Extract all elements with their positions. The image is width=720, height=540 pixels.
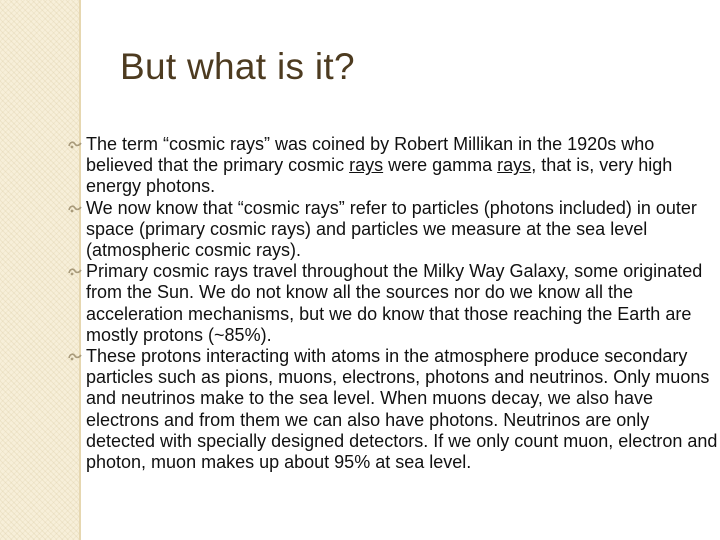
bullet-item xyxy=(68,346,720,473)
bullet-item xyxy=(68,198,720,262)
bullet-text-part: The term “cosmic rays” was coined by Robert Millikan in the 1920s who believed that the primary cosmic xyxy=(86,134,655,176)
curl-bullet-icon xyxy=(68,198,82,219)
slide-title: But what is it? xyxy=(120,46,355,87)
bullet-text: These protons interacting with atoms in the atmosphere produce secondary particles such as pions, muons, electrons, photons and neutrinos. Only muons and neutrinos make to the sea level. When muons decay, we also have electrons and from them we can also have photons. Neutrinos are only detected with specially designed detectors. If we only count muon, electron and photon, muon makes up about 95% at sea level. xyxy=(86,346,718,473)
bullet-item xyxy=(68,261,720,346)
bullet-text-underlined: rays xyxy=(497,155,532,176)
bullet-item xyxy=(68,134,720,198)
bullet-text-part: were gamma xyxy=(383,155,498,176)
curl-bullet-icon xyxy=(68,261,82,282)
curl-bullet-icon xyxy=(68,346,82,367)
bullet-text-part: , that is, very high energy photons. xyxy=(86,155,673,197)
bullet-list xyxy=(68,134,720,473)
curl-bullet-icon xyxy=(68,134,82,155)
bullet-text-underlined: rays xyxy=(349,155,384,176)
bullet-text: We now know that “cosmic rays” refer to particles (photons included) in outer space (primary cosmic rays) and particles we measure at the sea level (atmospheric cosmic rays). xyxy=(86,197,697,261)
bullet-text: Primary cosmic rays travel throughout the Milky Way Galaxy, some originated from the Sun. We do not know all the sources nor do we know all the acceleration mechanisms, but we do know that those reaching the Earth are mostly protons (~85%). xyxy=(86,261,703,345)
